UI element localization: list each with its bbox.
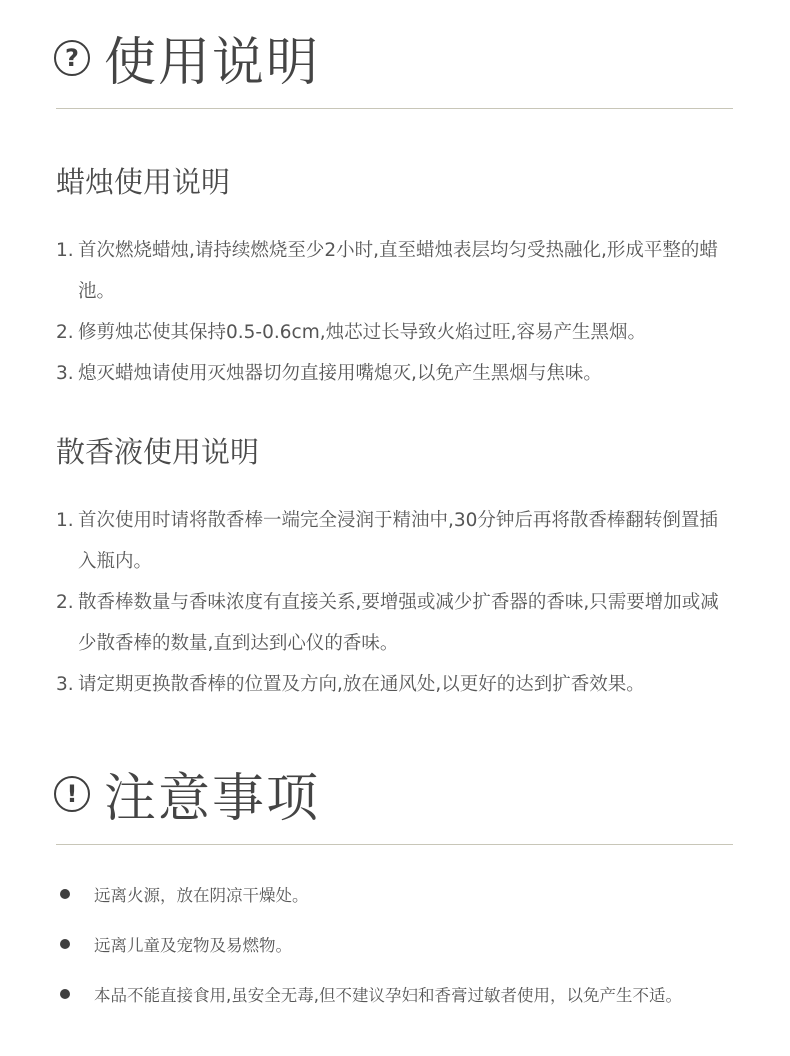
list-item: 1. 首次燃烧蜡烛,请持续燃烧至少2小时,直至蜡烛表层均匀受热融化,形成平整的蜡池。 [56, 240, 718, 302]
list-item: 远离儿童及宠物及易燃物。 [56, 919, 746, 969]
notes-divider [56, 844, 733, 845]
list-item: 2. 散香棒数量与香味浓度有直接关系,要增强或减少扩香器的香味,只需要增加或减少散香棒的数量,直到达到心仪的香味。 [56, 592, 719, 654]
notes-title: 注意事项 [104, 769, 321, 829]
question-circle-icon: ? [54, 40, 90, 76]
notes-header [54, 756, 320, 831]
list-item: 1. 首次使用时请将散香棒一端完全浸润于精油中,30分钟后再将散香棒翻转倒置插入瓶内。 [56, 510, 718, 572]
diffuser-title: 散香液使用说明 [56, 435, 260, 469]
usage-title: 使用说明 [104, 33, 321, 93]
candle-title: 蜡烛使用说明 [56, 165, 231, 199]
usage-header [54, 20, 320, 95]
notes-list [56, 869, 746, 1019]
list-item: 本品不能直接食用,虽安全无毒,但不建议孕妇和香膏过敏者使用，以免产生不适。 [56, 969, 746, 1019]
list-item: 远离火源，放在阴凉干燥处。 [56, 869, 746, 919]
candle-list [56, 230, 726, 394]
usage-divider [56, 108, 733, 109]
bullet-icon [60, 889, 70, 899]
list-item: 3. 请定期更换散香棒的位置及方向,放在通风处,以更好的达到扩香效果。 [56, 674, 645, 695]
bullet-icon [60, 939, 70, 949]
exclamation-circle-icon: ! [54, 776, 90, 812]
diffuser-list [56, 500, 726, 705]
list-item: 2. 修剪烛芯使其保持0.5-0.6cm,烛芯过长导致火焰过旺,容易产生黑烟。 [56, 322, 646, 343]
list-item: 3. 熄灭蜡烛请使用灭烛器切勿直接用嘴熄灭,以免产生黑烟与焦味。 [56, 363, 602, 384]
bullet-icon [60, 989, 70, 999]
